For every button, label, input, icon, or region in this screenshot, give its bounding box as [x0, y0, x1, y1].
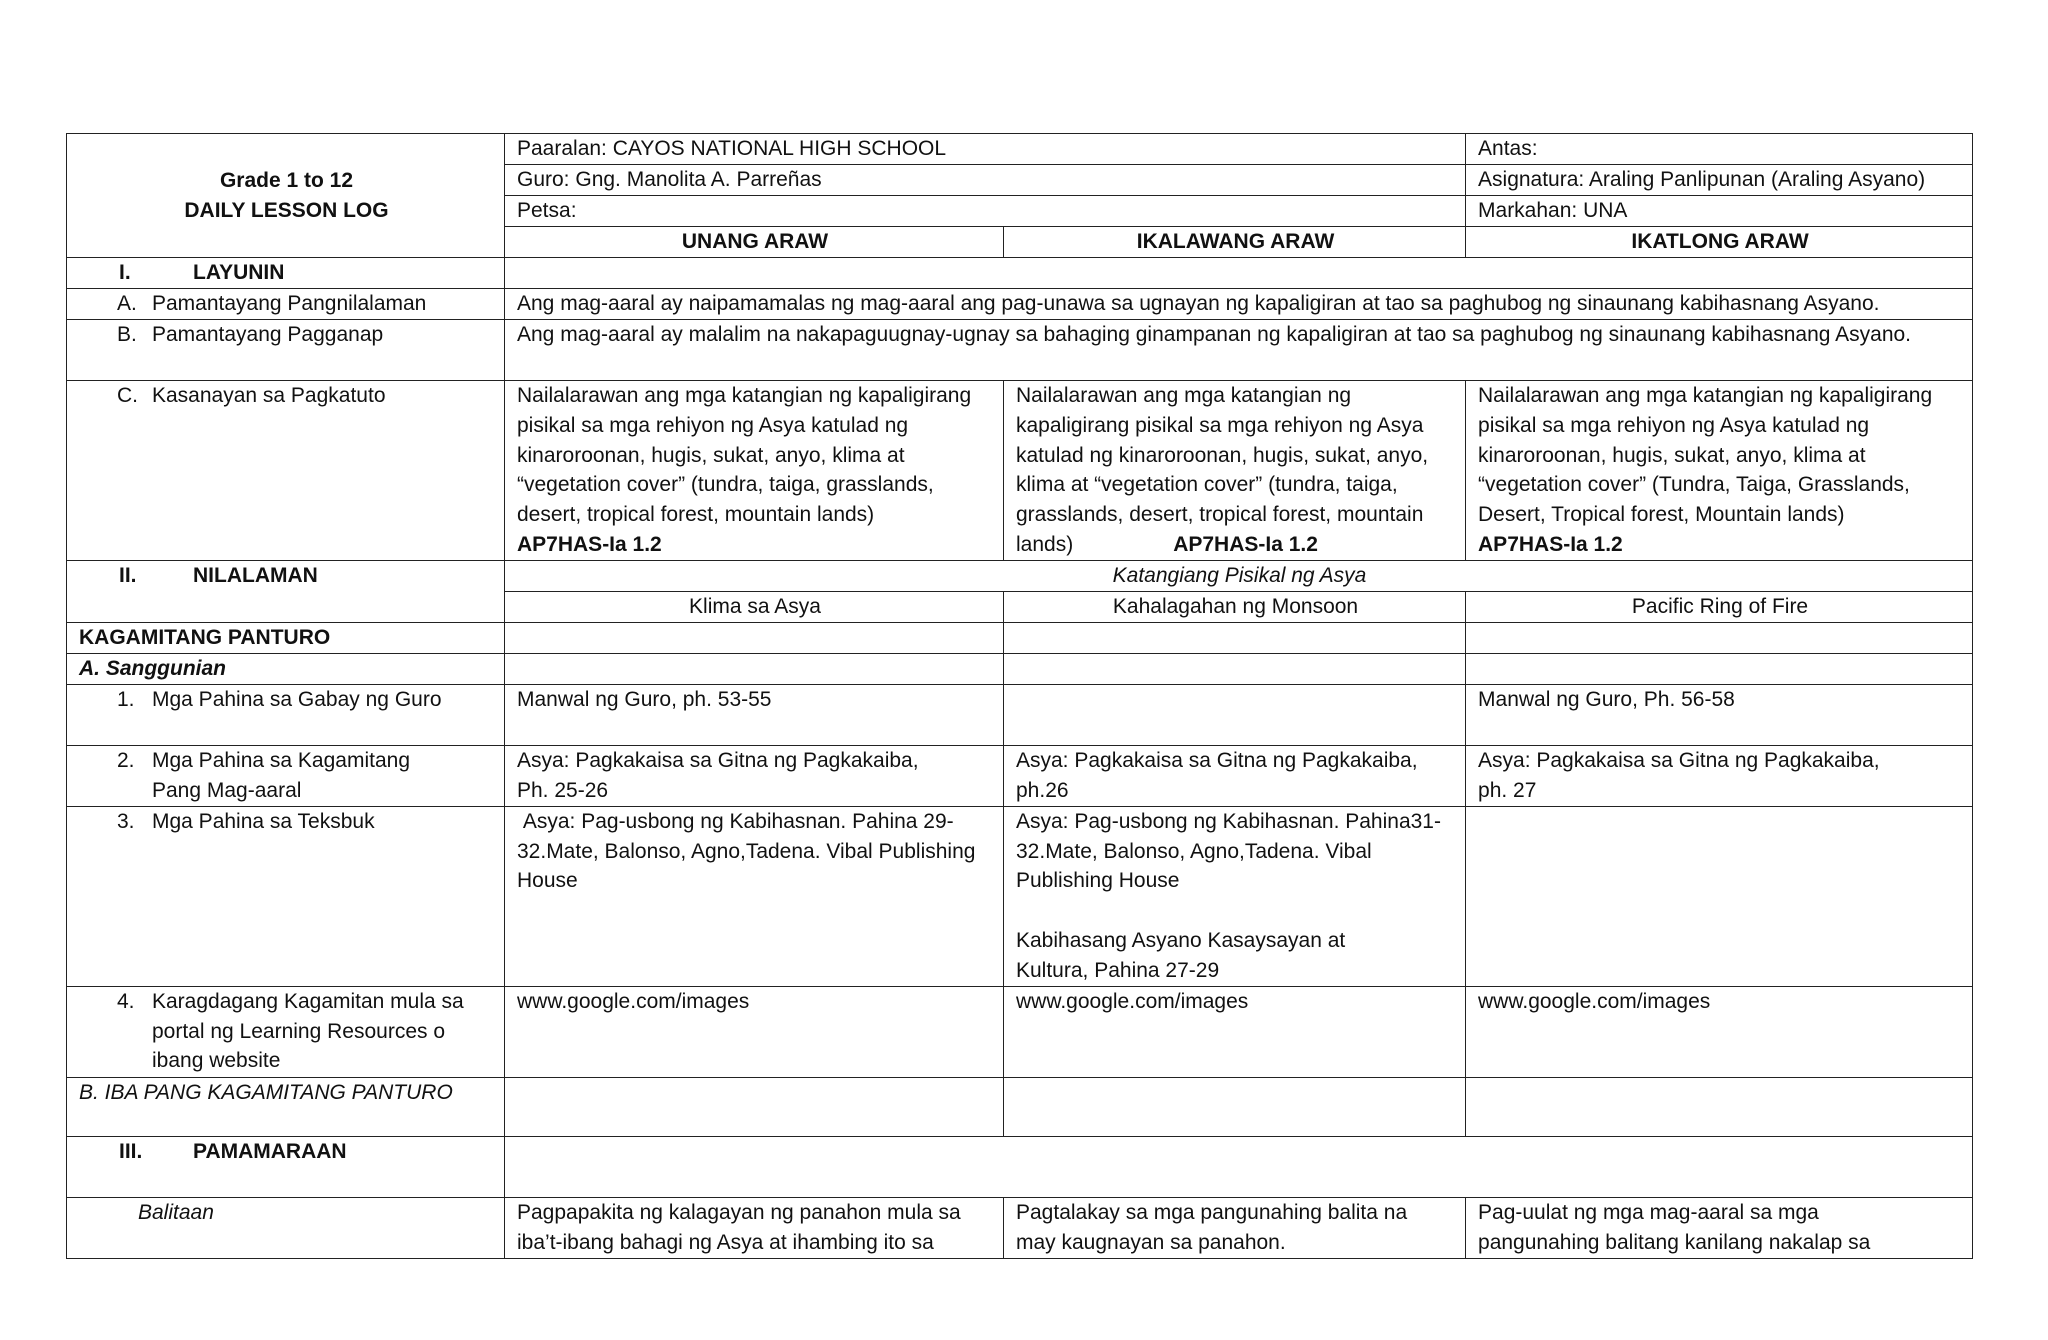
nilalaman-day2: Kahalagahan ng Monsoon: [1004, 591, 1466, 622]
item-label: Mga Pahina sa Kagamitang Pang Mag-aaral: [152, 748, 410, 802]
section-number: I.: [119, 261, 131, 284]
sanggunian-label: A. Sanggunian: [67, 653, 505, 684]
karagdagang-kagamitan-day2: www.google.com/images: [1004, 986, 1466, 1077]
line: Asya: Pagkakaisa sa Gitna ng Pagkakaiba,: [1478, 748, 1880, 772]
line: may kaugnayan sa panahon.: [1016, 1230, 1286, 1254]
kasanayan-day2-text: Nailalarawan ang mga katangian ng kapaligirang pisikal sa mga rehiyon ng Asya katulad ng kinaroroonan, hugis, sukat, anyo, klima at “vegetation cover” (tundra, taiga, grasslands, desert, tropical forest, mountain lands): [1016, 384, 1429, 556]
item-number: 2.: [117, 748, 135, 772]
pamantayang-pangnilalaman-label: [67, 289, 505, 320]
layunin-empty: [505, 258, 1973, 289]
section-pamamaraan: [67, 1136, 505, 1197]
section-number: II.: [119, 563, 137, 587]
pamantayang-pangnilalaman-text: Ang mag-aaral ay naipamamalas ng mag-aaral ang pag-unawa sa ugnayan ng kapaligiran at tao sa paghubog ng sinaunang kabihasnang Asyano.: [505, 289, 1973, 320]
line: Asya: Pagkakaisa sa Gitna ng Pagkakaiba,: [517, 748, 919, 772]
item-number: 3.: [117, 809, 135, 833]
kasanayan-day3: [1466, 381, 1973, 561]
gabay-guro-label: [67, 684, 505, 745]
item-letter: B.: [117, 323, 137, 346]
kagamitang-mag-aaral-day1: [505, 745, 1004, 806]
school-field: Paaralan: CAYOS NATIONAL HIGH SCHOOL: [505, 134, 1466, 165]
iba-pang-kagamitan-label: B. IBA PANG KAGAMITANG PANTURO: [67, 1077, 505, 1136]
item-label: Karagdagang Kagamitan mula sa portal ng Learning Resources o ibang website: [152, 989, 464, 1073]
day3-header: IKATLONG ARAW: [1466, 227, 1973, 258]
item-label: Mga Pahina sa Gabay ng Guro: [152, 687, 442, 711]
lesson-log-table: [66, 133, 1973, 1259]
item-number: 4.: [117, 989, 135, 1013]
kasanayan-label: [67, 381, 505, 561]
line: ph. 27: [1478, 778, 1537, 802]
kagamitang-mag-aaral-label: [67, 745, 505, 806]
section-label: PAMAMARAAN: [193, 1139, 347, 1163]
kasanayan-day1: [505, 381, 1004, 561]
line: Pag-uulat ng mga mag-aaral sa mga: [1478, 1200, 1819, 1224]
competency-code: AP7HAS-Ia 1.2: [517, 532, 662, 556]
day2-header: IKALAWANG ARAW: [1004, 227, 1466, 258]
line: Pagpapakita ng kalagayan ng panahon mula sa: [517, 1200, 961, 1224]
line: pangunahing balitang kanilang nakalap sa: [1478, 1230, 1871, 1254]
karagdagang-kagamitan-label: [67, 986, 505, 1077]
pamantayang-pagganap-label: [67, 320, 505, 381]
kasanayan-day2: [1004, 381, 1466, 561]
item-label: Kasanayan sa Pagkatuto: [152, 384, 386, 407]
teksbuk-day1: Asya: Pag-usbong ng Kabihasnan. Pahina 29-32.Mate, Balonso, Agno,Tadena. Vibal Publishing House: [505, 806, 1004, 986]
form-title-line2: DAILY LESSON LOG: [184, 198, 389, 222]
competency-code: AP7HAS-Ia 1.2: [1173, 532, 1318, 556]
paragraph: Asya: Pag-usbong ng Kabihasnan. Pahina31-32.Mate, Balonso, Agno,Tadena. Vibal Publishing House: [1016, 809, 1441, 893]
kasanayan-day1-text: Nailalarawan ang mga katangian ng kapaligirang pisikal sa mga rehiyon ng Asya katulad ng kinaroroonan, hugis, sukat, anyo, klima at “vegetation cover” (tundra, taiga, grasslands, desert, tropical forest, mountain lands): [517, 384, 972, 527]
teksbuk-day3: [1466, 806, 1973, 986]
empty-cell: [1004, 1077, 1466, 1136]
kagamitang-panturo-label: KAGAMITANG PANTURO: [67, 622, 505, 653]
competency-code: AP7HAS-Ia 1.2: [1478, 532, 1623, 556]
kagamitang-mag-aaral-day2: Asya: Pagkakaisa sa Gitna ng Pagkakaiba, ph.26: [1004, 745, 1466, 806]
empty-cell: [505, 653, 1004, 684]
balitaan-label: Balitaan: [67, 1197, 505, 1258]
balitaan-day3: [1466, 1197, 1973, 1258]
teksbuk-day2: [1004, 806, 1466, 986]
quarter-field: Markahan: UNA: [1466, 196, 1973, 227]
item-number: 1.: [117, 687, 135, 711]
empty-cell: [505, 622, 1004, 653]
section-nilalaman: [67, 560, 505, 622]
section-number: III.: [119, 1139, 143, 1163]
kasanayan-day3-text: Nailalarawan ang mga katangian ng kapaligirang pisikal sa mga rehiyon ng Asya katulad ng kinaroroonan, hugis, sukat, anyo, klima at “vegetation cover” (Tundra, Taiga, Grasslands, Desert, Tropical forest, Mountain lands): [1478, 384, 1933, 527]
item-label: Mga Pahina sa Teksbuk: [152, 809, 375, 833]
teacher-field: Guro: Gng. Manolita A. Parreñas: [505, 165, 1466, 196]
nilalaman-topic: Katangiang Pisikal ng Asya: [505, 560, 1973, 591]
gabay-guro-day2: [1004, 684, 1466, 745]
nilalaman-day3: Pacific Ring of Fire: [1466, 591, 1973, 622]
item-label: Pamantayang Pangnilalaman: [152, 292, 427, 315]
gabay-guro-day1: Manwal ng Guro, ph. 53-55: [505, 684, 1004, 745]
empty-cell: [1466, 1077, 1973, 1136]
item-letter: C.: [117, 384, 138, 407]
teksbuk-label: [67, 806, 505, 986]
balitaan-day1: [505, 1197, 1004, 1258]
line: Ph. 25-26: [517, 778, 609, 802]
line: iba’t-ibang bahagi ng Asya at ihambing ito sa: [517, 1230, 934, 1254]
empty-cell: [1004, 622, 1466, 653]
karagdagang-kagamitan-day3: www.google.com/images: [1466, 986, 1973, 1077]
empty-cell: [1466, 653, 1973, 684]
balitaan-day2: [1004, 1197, 1466, 1258]
gabay-guro-day3: Manwal ng Guro, Ph. 56-58: [1466, 684, 1973, 745]
pamamaraan-empty: [505, 1136, 1973, 1197]
nilalaman-day1: Klima sa Asya: [505, 591, 1004, 622]
grade-level-field: Antas:: [1466, 134, 1973, 165]
day1-header: UNANG ARAW: [505, 227, 1004, 258]
line: Kultura, Pahina 27-29: [1016, 958, 1220, 982]
line: Pagtalakay sa mga pangunahing balita na: [1016, 1200, 1408, 1224]
empty-cell: [1004, 653, 1466, 684]
subject-field: Asignatura: Araling Panlipunan (Araling Asyano): [1466, 165, 1973, 196]
empty-cell: [505, 1077, 1004, 1136]
empty-cell: [1466, 622, 1973, 653]
pamantayang-pagganap-text: Ang mag-aaral ay malalim na nakapaguugnay-ugnay sa bahaging ginampanan ng kapaligiran at tao sa paghubog ng sinaunang kabihasnang Asyano.: [505, 320, 1973, 381]
line: Kabihasang Asyano Kasaysayan at: [1016, 928, 1346, 952]
karagdagang-kagamitan-day1: www.google.com/images: [505, 986, 1004, 1077]
daily-lesson-log-page: [66, 133, 1972, 1257]
item-letter: A.: [117, 292, 137, 315]
section-layunin: [67, 258, 505, 289]
date-field: Petsa:: [505, 196, 1466, 227]
kagamitang-mag-aaral-day3: [1466, 745, 1973, 806]
section-label: LAYUNIN: [193, 261, 285, 284]
form-title-cell: [67, 134, 505, 258]
section-label: NILALAMAN: [193, 563, 318, 587]
form-title-line1: Grade 1 to 12: [219, 168, 354, 192]
item-label: Pamantayang Pagganap: [152, 323, 384, 346]
